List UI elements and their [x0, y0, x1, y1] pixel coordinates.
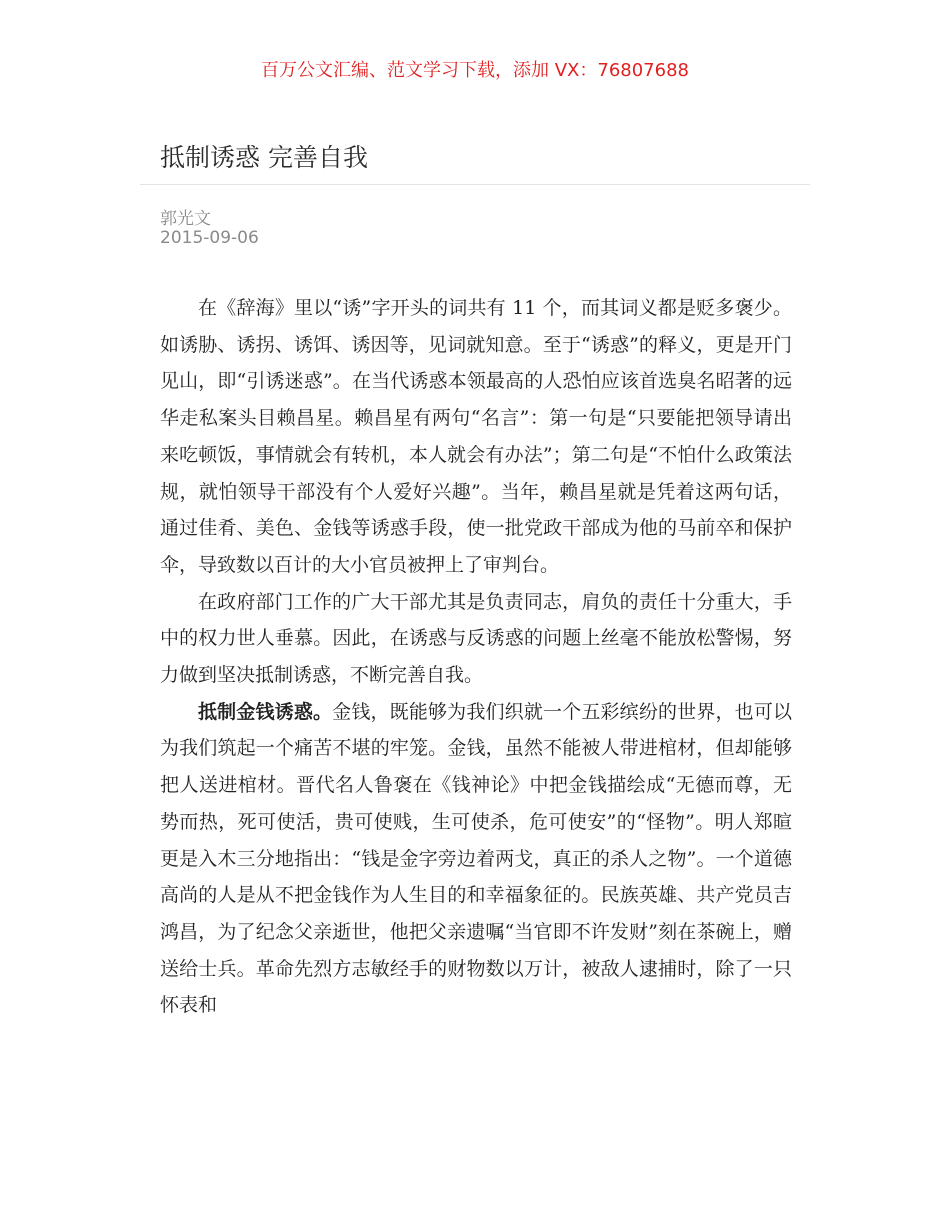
watermark-banner: 百万公文汇编、范文学习下载，添加 VX：76807688 — [261, 60, 689, 81]
paragraph-3 — [160, 694, 792, 1024]
article-author: 郭光文 — [160, 209, 211, 229]
title-divider — [140, 184, 810, 185]
paragraph-1 — [160, 290, 792, 584]
paragraph-2 — [160, 584, 792, 694]
article-date: 2015-09-06 — [160, 228, 259, 248]
paragraph-text: 在政府部门工作的广大干部尤其是负责同志，肩负的责任十分重大，手中的权力世人垂慕。因此，在诱惑与反诱惑的问题上丝毫不能放松警惕，努力做到坚决抵制诱惑，不断完善自我。 — [160, 590, 792, 687]
article-body — [160, 290, 792, 1024]
paragraph-lead-heading: 抵制金钱诱惑。 — [198, 700, 333, 723]
article-title: 抵制诱惑 完善自我 — [160, 143, 368, 172]
paragraph-text: 金钱，既能够为我们织就一个五彩缤纷的世界，也可以为我们筑起一个痛苦不堪的牢笼。金钱，虽然不能被人带进棺材，但却能够把人送进棺材。晋代名人鲁褒在《钱神论》中把金钱描绘成“无德而尊，无势而热，死可使活，贵可使贱，生可使杀，危可使安”的“怪物”。明人郑暄更是入木三分地指出：“钱是金字旁边着两戈，真正的杀人之物”。一个道德高尚的人是从不把金钱作为人生目的和幸福象征的。民族英雄、共产党员吉鸿昌，为了纪念父亲逝世，他把父亲遗嘱“当官即不许发财”刻在茶碗上，赠送给士兵。革命先烈方志敏经手的财物数以万计，被敌人逮捕时，除了一只怀表和 — [160, 700, 792, 1017]
paragraph-text: 在《辞海》里以“诱”字开头的词共有 11 个，而其词义都是贬多褒少。如诱胁、诱拐、诱饵、诱因等，见词就知意。至于“诱惑”的释义，更是开门见山，即“引诱迷惑”。在当代诱惑本领最高的人恐怕应该首选臭名昭著的远华走私案头目赖昌星。赖昌星有两句“名言”：第一句是“只要能把领导请出来吃顿饭，事情就会有转机，本人就会有办法”；第二句是“不怕什么政策法规，就怕领导干部没有个人爱好兴趣”。当年，赖昌星就是凭着这两句话，通过佳肴、美色、金钱等诱惑手段，使一批党政干部成为他的马前卒和保护伞，导致数以百计的大小官员被押上了审判台。 — [160, 297, 792, 576]
